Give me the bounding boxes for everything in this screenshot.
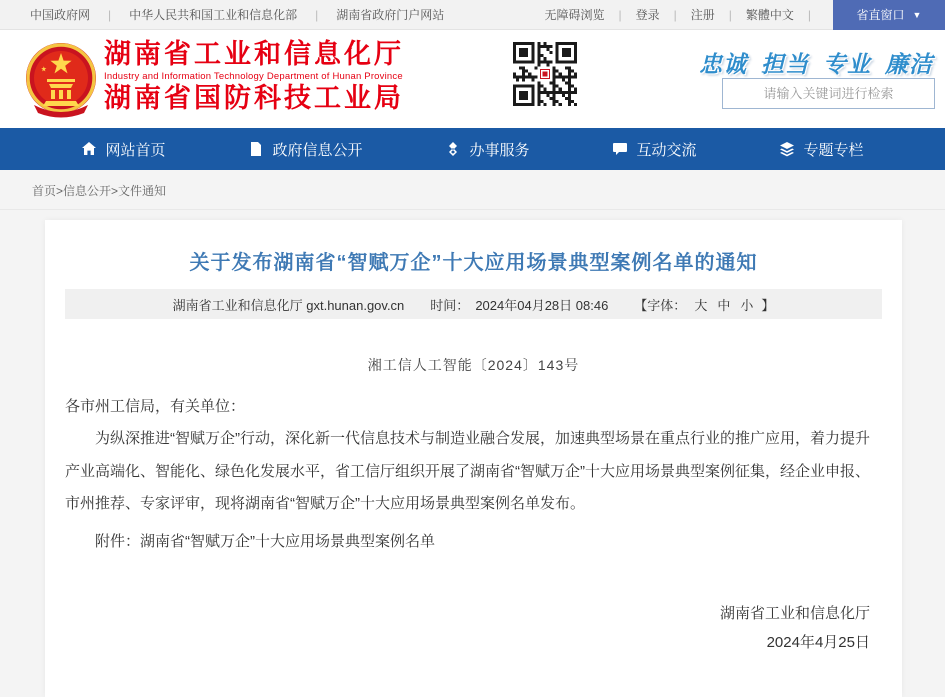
link-accessibility[interactable]: 无障碍浏览	[544, 8, 605, 22]
motto-word: 专业	[823, 51, 871, 77]
chevron-down-icon: ▼	[912, 9, 922, 20]
article-card	[45, 220, 902, 697]
layers-icon	[779, 141, 795, 157]
signature-org: 湖南省工业和信息化厅	[719, 605, 870, 623]
document-icon	[248, 141, 264, 157]
divider: |	[108, 7, 112, 22]
font-size-medium-button[interactable]: 中	[717, 297, 731, 313]
font-size-label: 【字体：	[634, 297, 687, 313]
font-size-small-button[interactable]: 小	[740, 297, 754, 313]
link-hunan-gov[interactable]: 湖南省政府门户网站	[336, 8, 445, 22]
divider: |	[618, 7, 622, 22]
time-label: 时间：	[430, 297, 470, 313]
signature-block	[45, 600, 870, 657]
nav-item-interaction[interactable]	[612, 139, 696, 160]
document-number: 湘工信人工智能〔2024〕143号	[367, 357, 580, 373]
national-emblem-logo	[24, 41, 98, 122]
link-login[interactable]: 登录	[635, 8, 660, 22]
home-icon	[81, 141, 97, 157]
article-source: 湖南省工业和信息化厅 gxt.hunan.gov.cn	[172, 297, 405, 313]
main-nav	[0, 128, 945, 170]
breadcrumb[interactable]: 首页>信息公开>文件通知	[32, 184, 167, 198]
site-search	[722, 78, 935, 109]
nav-item-info-disclosure[interactable]	[248, 139, 362, 160]
article-timestamp: 2024年04月28日 08:46	[475, 297, 609, 313]
dropdown-label: 省直窗口	[856, 8, 905, 22]
qr-code	[513, 42, 577, 106]
link-miit[interactable]: 中华人民共和国工业和信息化部	[129, 8, 298, 22]
font-size-label-end: 】	[761, 297, 775, 313]
article-body	[65, 391, 882, 520]
nav-label: 专题专栏	[803, 141, 864, 159]
body-paragraph: 为纵深推进“智赋万企”行动，深化新一代信息技术与制造业融合发展，加速典型场景在重点行业的推广应用，着力提升产业高端化、智能化、绿色化发展水平，省工信厅组织开展了湖南省“智赋万企”十大应用场景典型案例征集，经企业申报、市州推荐、专家评审，现将湖南省“智赋万企”十大应用场景典型案例名单发布。	[65, 430, 870, 512]
motto-word: 廉洁	[885, 51, 933, 77]
divider: |	[728, 7, 732, 22]
org-name-en: Industry and Information Technology Department of Hunan Province	[104, 70, 403, 82]
province-window-dropdown[interactable]	[833, 0, 945, 30]
font-size-large-button[interactable]: 大	[694, 297, 708, 313]
signature-date: 2024年4月25日	[766, 633, 870, 651]
nav-item-home[interactable]	[81, 139, 165, 160]
divider: |	[807, 7, 811, 22]
divider: |	[315, 7, 319, 22]
org-name-secondary: 湖南省国防科技工业局	[104, 82, 404, 113]
divider	[0, 209, 945, 210]
article-meta-bar	[65, 289, 882, 319]
org-name-cn: 湖南省工业和信息化厅	[104, 39, 404, 69]
site-header	[0, 30, 945, 128]
link-china-gov[interactable]: 中国政府网	[30, 8, 91, 22]
chat-icon	[612, 141, 628, 157]
divider: |	[673, 7, 677, 22]
salutation: 各市州工信局，有关单位：	[65, 398, 246, 415]
link-register[interactable]: 注册	[690, 8, 715, 22]
search-input[interactable]	[723, 79, 934, 108]
nav-label: 互动交流	[636, 141, 697, 159]
top-utility-bar	[0, 0, 945, 30]
service-icon	[445, 141, 461, 157]
top-bar-right	[544, 0, 945, 29]
nav-label: 政府信息公开	[272, 141, 363, 159]
nav-label: 办事服务	[469, 141, 530, 159]
top-bar-left	[0, 6, 444, 23]
motto-word: 担当	[761, 51, 809, 77]
nav-label: 网站首页	[105, 141, 166, 159]
motto-word: 忠诚	[699, 51, 747, 77]
nav-item-special-topics[interactable]	[779, 139, 863, 160]
org-title-block	[104, 40, 404, 114]
attachment-link[interactable]: 附件：湖南省“智赋万企”十大应用场景典型案例名单	[95, 533, 435, 550]
page-title: 关于发布湖南省“智赋万企”十大应用场景典型案例名单的通知	[189, 252, 758, 274]
nav-item-services[interactable]	[445, 139, 529, 160]
link-traditional-chinese[interactable]: 繁體中文	[745, 8, 794, 22]
motto-banner	[699, 46, 933, 79]
